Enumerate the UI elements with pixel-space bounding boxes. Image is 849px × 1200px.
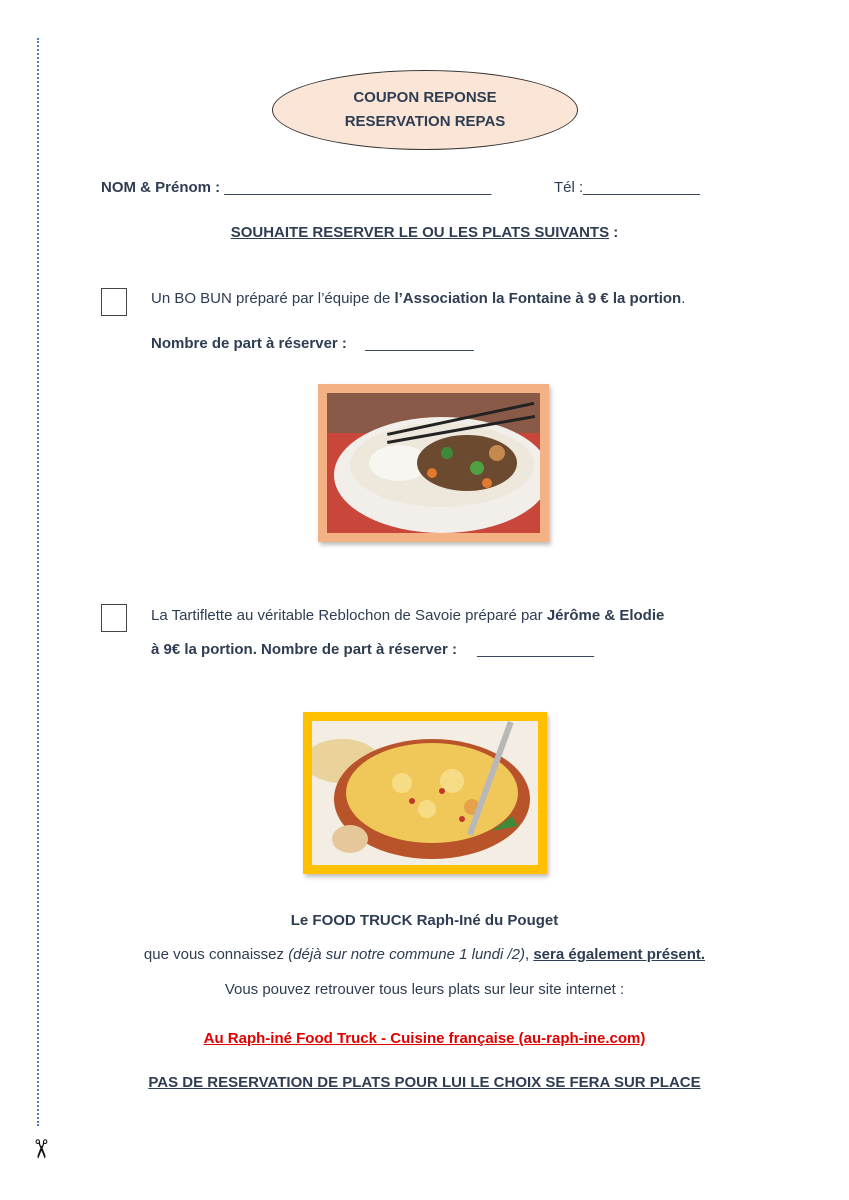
foodtruck-line2: Vous pouvez retrouver tous leurs plats sur leur site internet : [224, 981, 625, 998]
bo-bun-checkbox[interactable] [101, 288, 127, 316]
name-blank[interactable]: ________________________________ [224, 179, 492, 196]
foodtruck-line1 [0, 946, 849, 963]
dish2-line2: à 9€ la portion. Nombre de part à réserver : [151, 641, 457, 658]
bo-bun-image [327, 393, 540, 533]
dish2-description [151, 607, 664, 624]
title-line-1: COUPON REPONSE [353, 89, 497, 106]
section-heading [0, 224, 849, 241]
foodtruck-title: Le FOOD TRUCK Raph-Iné du Pouget [290, 912, 559, 929]
bo-bun-photo [318, 384, 549, 542]
dish1-text-b: l’Association la Fontaine à 9 € la portion [394, 290, 682, 307]
dish1-text-c: . [681, 290, 686, 307]
name-label: NOM & Prénom : [101, 179, 221, 196]
dish2-parts-row [151, 641, 594, 658]
foodtruck-link-row [0, 1030, 849, 1047]
scissors-icon: ✂ [25, 1138, 56, 1160]
section-heading-suffix: : [609, 224, 619, 241]
tel-blank[interactable]: ______________ [583, 179, 700, 196]
foodtruck-link[interactable]: Au Raph-iné Food Truck - Cuisine française (au-raph-ine.com) [203, 1030, 646, 1047]
dish2-text-b: Jérôme & Elodie [546, 607, 665, 624]
name-row [101, 179, 491, 196]
tartiflette-photo [303, 712, 547, 874]
title-oval [272, 70, 578, 150]
tartiflette-image [312, 721, 538, 865]
title-line-2: RESERVATION REPAS [344, 113, 506, 130]
tel-label: Tél : [554, 179, 584, 196]
foodtruck-notice: PAS DE RESERVATION DE PLATS POUR LUI LE CHOIX SE FERA SUR PLACE [148, 1074, 701, 1091]
foodtruck-line-a: que vous connaissez [143, 946, 289, 963]
tartiflette-checkbox[interactable] [101, 604, 127, 632]
tel-row [554, 179, 700, 196]
section-heading-text: SOUHAITE RESERVER LE OU LES PLATS SUIVANTS [230, 224, 610, 241]
dish1-parts-row [151, 335, 474, 352]
foodtruck-line-d: sera également présent. [533, 946, 706, 963]
dish1-text-a: Un BO BUN préparé par l’équipe de [151, 290, 395, 307]
foodtruck-line-b: (déjà sur notre commune 1 lundi /2) [288, 946, 525, 963]
dish2-text-a: La Tartiflette au véritable Reblochon de Savoie préparé par [151, 607, 547, 624]
dish1-parts-label: Nombre de part à réserver : [151, 335, 347, 352]
dish2-parts-blank[interactable]: ______________ [477, 641, 594, 658]
dish1-parts-blank[interactable]: _____________ [365, 335, 474, 352]
dish1-description [151, 290, 685, 307]
foodtruck-line-c: , [524, 946, 534, 963]
